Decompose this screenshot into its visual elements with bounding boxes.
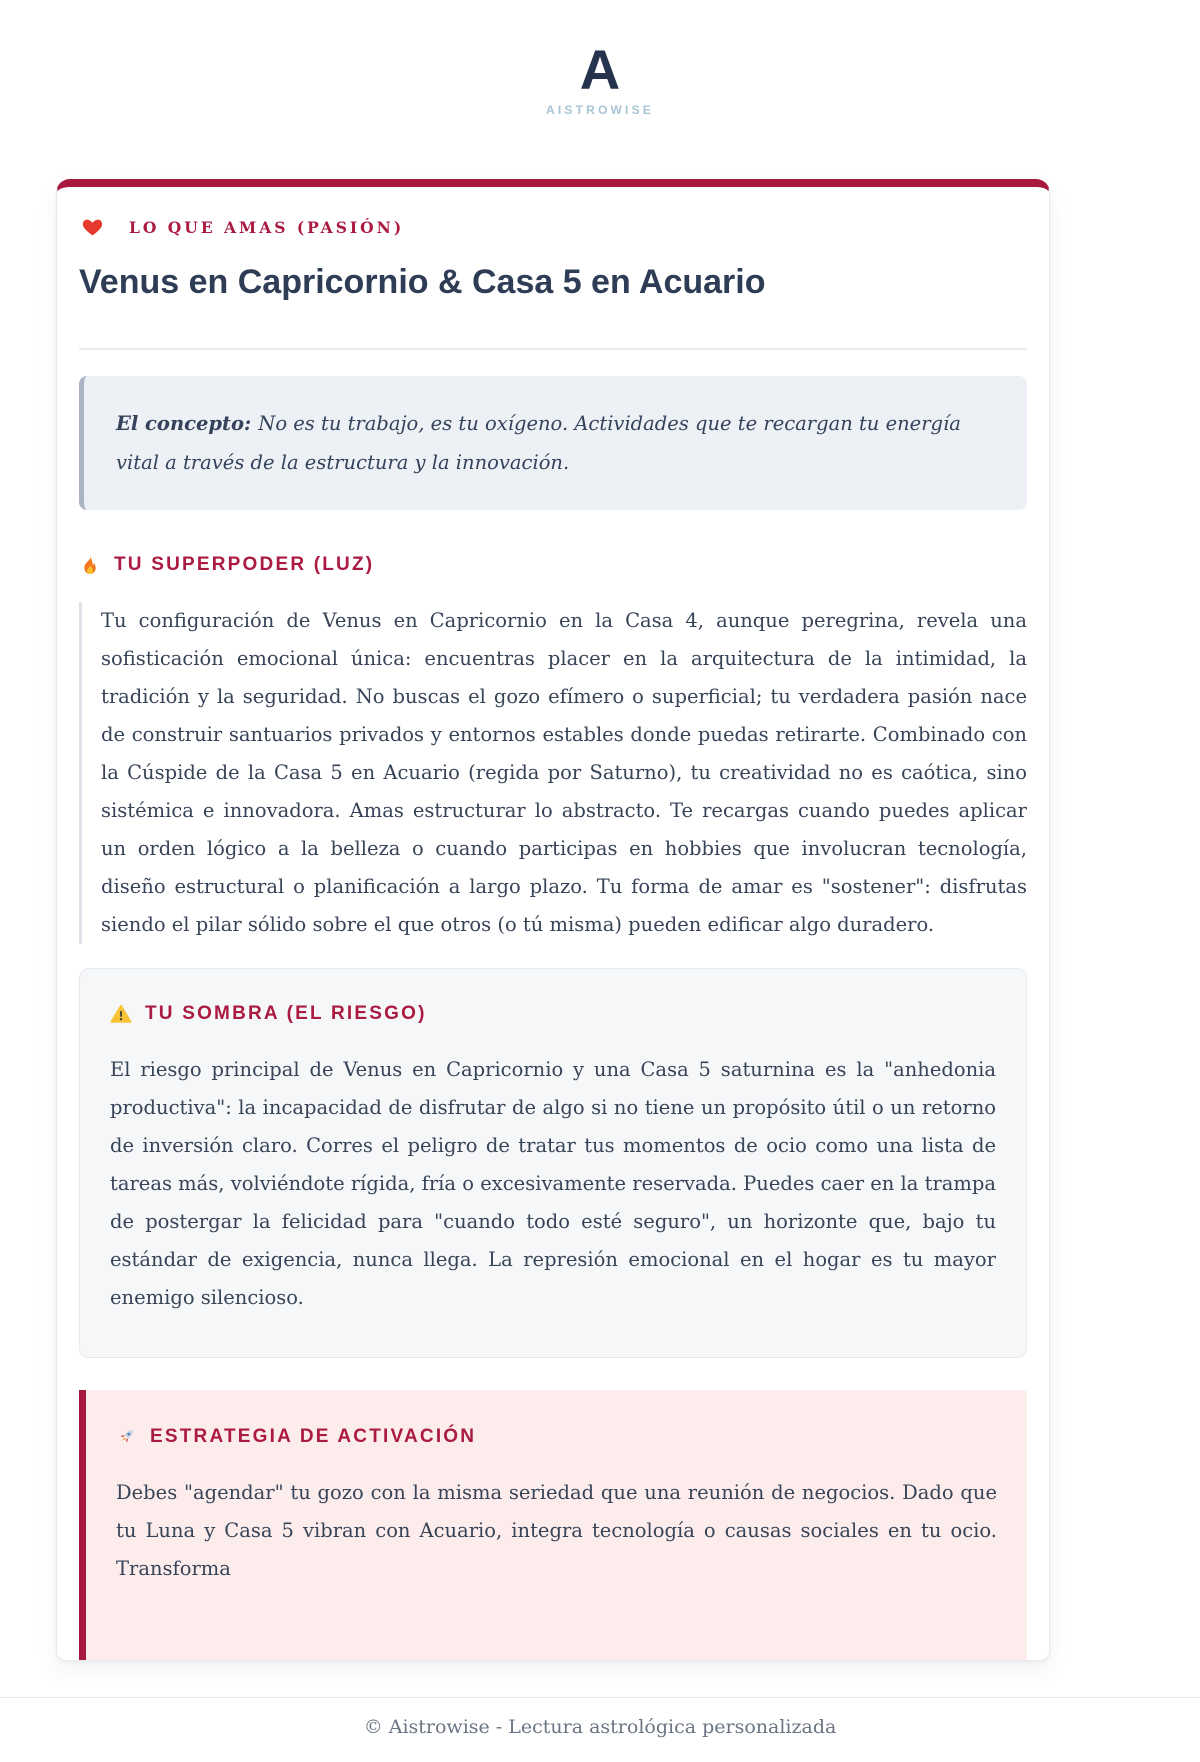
shadow-heading-label: TU SOMBRA (EL RIESGO) (145, 1002, 427, 1024)
strategy-heading-label: ESTRATEGIA DE ACTIVACIÓN (150, 1425, 477, 1447)
concept-callout (79, 376, 1027, 510)
eyebrow-label: LO QUE AMAS (PASIÓN) (129, 218, 405, 237)
superpower-heading (79, 554, 1027, 576)
strategy-body: Debes "agendar" tu gozo con la misma seriedad que una reunión de negocios. Dado que tu Luna y Casa 5 vibran con Acuario, integra tecnología o causas sociales en tu ocio. Transforma (116, 1480, 997, 1580)
heart-icon (82, 217, 103, 238)
concept-body: No es tu trabajo, es tu oxígeno. Actividades que te recargan tu energía vital a través de la estructura y la innovación. (116, 411, 961, 474)
superpower-heading-label: TU SUPERPODER (LUZ) (114, 553, 375, 575)
title-divider (79, 348, 1027, 350)
superpower-body: Tu configuración de Venus en Capricornio en la Casa 4, aunque peregrina, revela una sofisticación emocional única: encuentras placer en la arquitectura de la intimidad, la tradición y la seguridad. No buscas el gozo efímero o superficial; tu verdadera pasión nace de construir santuarios privados y entornos estables donde puedas retirarte. Combinado con la Cúspide de la Casa 5 en Acuario (regida por Saturno), tu creatividad no es caótica, sino sistémica e innovadora. Amas estructurar lo abstracto. Te recargas cuando puedes aplicar un orden lógico a la belleza o cuando participas en hobbies que involucran tecnología, diseño estructural o planificación a largo plazo. Tu forma de amar es "sostener": disfrutas siendo el pilar sólido sobre el que otros (o tú misma) pueden edificar algo duradero. (79, 602, 1027, 944)
superpower-section (79, 554, 1027, 944)
section-eyebrow (79, 217, 1027, 238)
footer-text: © Aistrowise - Lectura astrológica personalizada (363, 1715, 837, 1738)
fire-icon (79, 554, 101, 576)
shadow-heading (110, 1003, 996, 1025)
page-footer (0, 1697, 1200, 1738)
brand-logo-letter: A (579, 38, 621, 101)
brand-logo (0, 0, 1200, 117)
warning-icon (110, 1003, 132, 1025)
rocket-icon (116, 1426, 137, 1447)
shadow-risk-card (79, 968, 1027, 1358)
strategy-heading (116, 1426, 997, 1448)
page-title: Venus en Capricornio & Casa 5 en Acuario (79, 263, 766, 301)
reading-card (56, 179, 1050, 1661)
concept-label: El concepto: (116, 411, 252, 435)
activation-strategy-card (79, 1390, 1027, 1660)
shadow-body: El riesgo principal de Venus en Capricornio y una Casa 5 saturnina es la "anhedonia productiva": la incapacidad de disfrutar de algo si no tiene un propósito útil o un retorno de inversión claro. Corres el peligro de tratar tus momentos de ocio como una lista de tareas más, volviéndote rígida, fría o excesivamente reservada. Puedes caer en la trampa de postergar la felicidad para "cuando todo esté seguro", un horizonte que, bajo tu estándar de exigencia, nunca llega. La represión emocional en el hogar es tu mayor enemigo silencioso. (110, 1057, 996, 1309)
brand-logo-name: AISTROWISE (545, 103, 654, 117)
concept-text (116, 404, 995, 482)
